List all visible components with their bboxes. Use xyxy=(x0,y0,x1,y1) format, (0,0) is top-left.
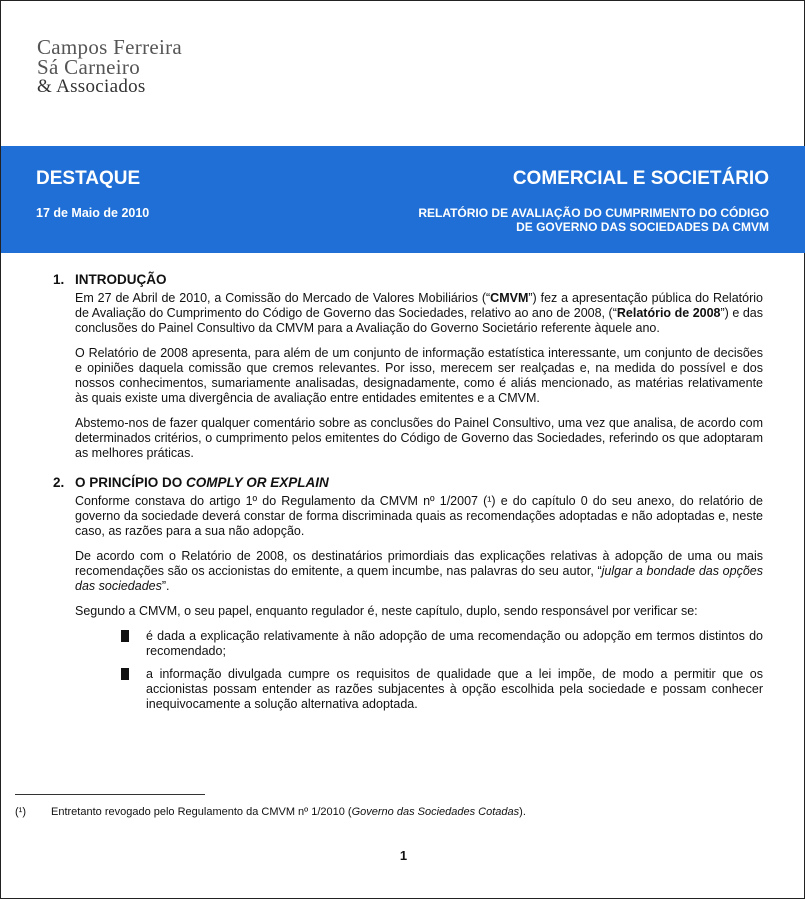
section-2-title-italic: COMPLY OR EXPLAIN xyxy=(186,475,329,490)
section-2-title-text: O PRINCÍPIO DO xyxy=(75,475,187,490)
section-2-paragraph-2 xyxy=(75,549,763,594)
footnote-text xyxy=(51,806,526,818)
header-banner xyxy=(1,146,805,253)
footnote-divider xyxy=(15,794,205,795)
banner-title: DESTAQUE xyxy=(36,168,141,189)
banner-subtitle-line-2: DE GOVERNO DAS SOCIEDADES DA CMVM xyxy=(516,220,769,234)
banner-subtitle xyxy=(339,206,769,234)
text-span: De acordo com o Relatório de 2008, os destinatários primordiais das explicações relativas à adopção de uma ou mais recomendações são os accionistas do emitente, a quem incumbe, nas palavras do seu autor, “ xyxy=(75,549,763,578)
section-1-paragraph-3: Abstemo-nos de fazer qualquer comentário sobre as conclusões do Painel Consultivo, uma vez que analisa, de acordo com determinados critérios, o cumprimento pelos emitentes do Código de Governo das Sociedades, referindo os que adoptaram as melhores práticas. xyxy=(75,416,763,460)
logo-line-1: Campos Ferreira xyxy=(37,35,183,59)
footnote-mark: (¹) xyxy=(15,806,26,818)
bold-term-relatorio: Relatório de 2008 xyxy=(616,306,721,320)
section-2-number: 2. xyxy=(53,475,65,490)
text-span: Entretanto revogado pelo Regulamento da CMVM nº 1/2010 ( xyxy=(51,806,352,818)
bullet-list xyxy=(121,629,763,712)
list-item xyxy=(121,629,763,659)
section-2-paragraph-3: Segundo a CMVM, o seu papel, enquanto regulador é, neste capítulo, duplo, sendo responsável por verificar se: xyxy=(75,604,698,618)
text-span: ”) fez a apresentação pública do Relatório de Avaliação do Cumprimento do Código de Governo das Sociedades, relativo ao ano de 2008, (“ xyxy=(75,291,763,320)
section-1-number: 1. xyxy=(53,272,65,287)
banner-subtitle-line-1: RELATÓRIO DE AVALIAÇÃO DO CUMPRIMENTO DO CÓDIGO xyxy=(418,206,769,220)
section-1-heading xyxy=(53,272,763,287)
section-1-paragraph-1 xyxy=(75,291,763,336)
bullet-square-icon xyxy=(121,668,129,680)
section-2-heading xyxy=(53,475,763,490)
section-2-title xyxy=(75,475,329,490)
logo-line-3: & Associados xyxy=(37,76,146,97)
text-span: Em 27 de Abril de 2010, a Comissão do Mercado de Valores Mobiliários (“ xyxy=(75,291,491,305)
company-logo xyxy=(37,37,182,97)
page-number: 1 xyxy=(399,848,408,863)
bullet-square-icon xyxy=(121,630,129,642)
bullet-text: a informação divulgada cumpre os requisitos de qualidade que a lei impõe, de modo a permitir que os accionistas possam entender as razões subjacentes à opção escolhida pela sociedade e possam conhecer inequivocamente a solução alternativa adoptada. xyxy=(146,667,763,711)
section-2-paragraph-1: Conforme constava do artigo 1º do Regulamento da CMVM nº 1/2007 (¹) e do capítulo 0 do seu anexo, do relatório de governo da sociedade deverá constar de forma discriminada quais as recomendações adoptadas e não adoptadas e, neste caso, as razões para a sua não adopção. xyxy=(75,494,763,538)
text-span: ”. xyxy=(161,579,170,593)
italic-quote: julgar a bondade das opções das sociedades xyxy=(75,564,763,593)
section-1-title: INTRODUÇÃO xyxy=(75,272,167,287)
logo-line-2: Sá Carneiro xyxy=(37,55,141,79)
list-item xyxy=(121,667,763,712)
bullet-text: é dada a explicação relativamente à não adopção de uma recomendação ou adopção em termos distintos do recomendado; xyxy=(146,629,763,658)
banner-category: COMERCIAL E SOCIETÁRIO xyxy=(512,168,769,189)
section-1-paragraph-2: O Relatório de 2008 apresenta, para além de um conjunto de informação estatística interessante, um conjunto de decisões e opiniões daquela comissão que cremos relevantes. Por isso, merecem ser realçadas e, na medida do possível e dos nossos conhecimentos, sumariamente analisadas, designadamente, como é aliás mencionado, as matérias relativamente às quais existe uma divergência de avaliação entre entidades emitentes e a CMVM. xyxy=(75,346,763,405)
bold-term-cmvm: CMVM xyxy=(490,291,529,305)
text-span: ”) e das conclusões do Painel Consultivo da CMVM para a Avaliação do Governo Societário referente àquele ano. xyxy=(75,306,763,335)
footnote xyxy=(15,806,526,818)
document-body xyxy=(53,272,763,720)
footnote-italic: Governo das Sociedades Cotadas xyxy=(351,806,520,818)
banner-date: 17 de Maio de 2010 xyxy=(36,206,150,220)
text-span: ). xyxy=(519,806,526,818)
